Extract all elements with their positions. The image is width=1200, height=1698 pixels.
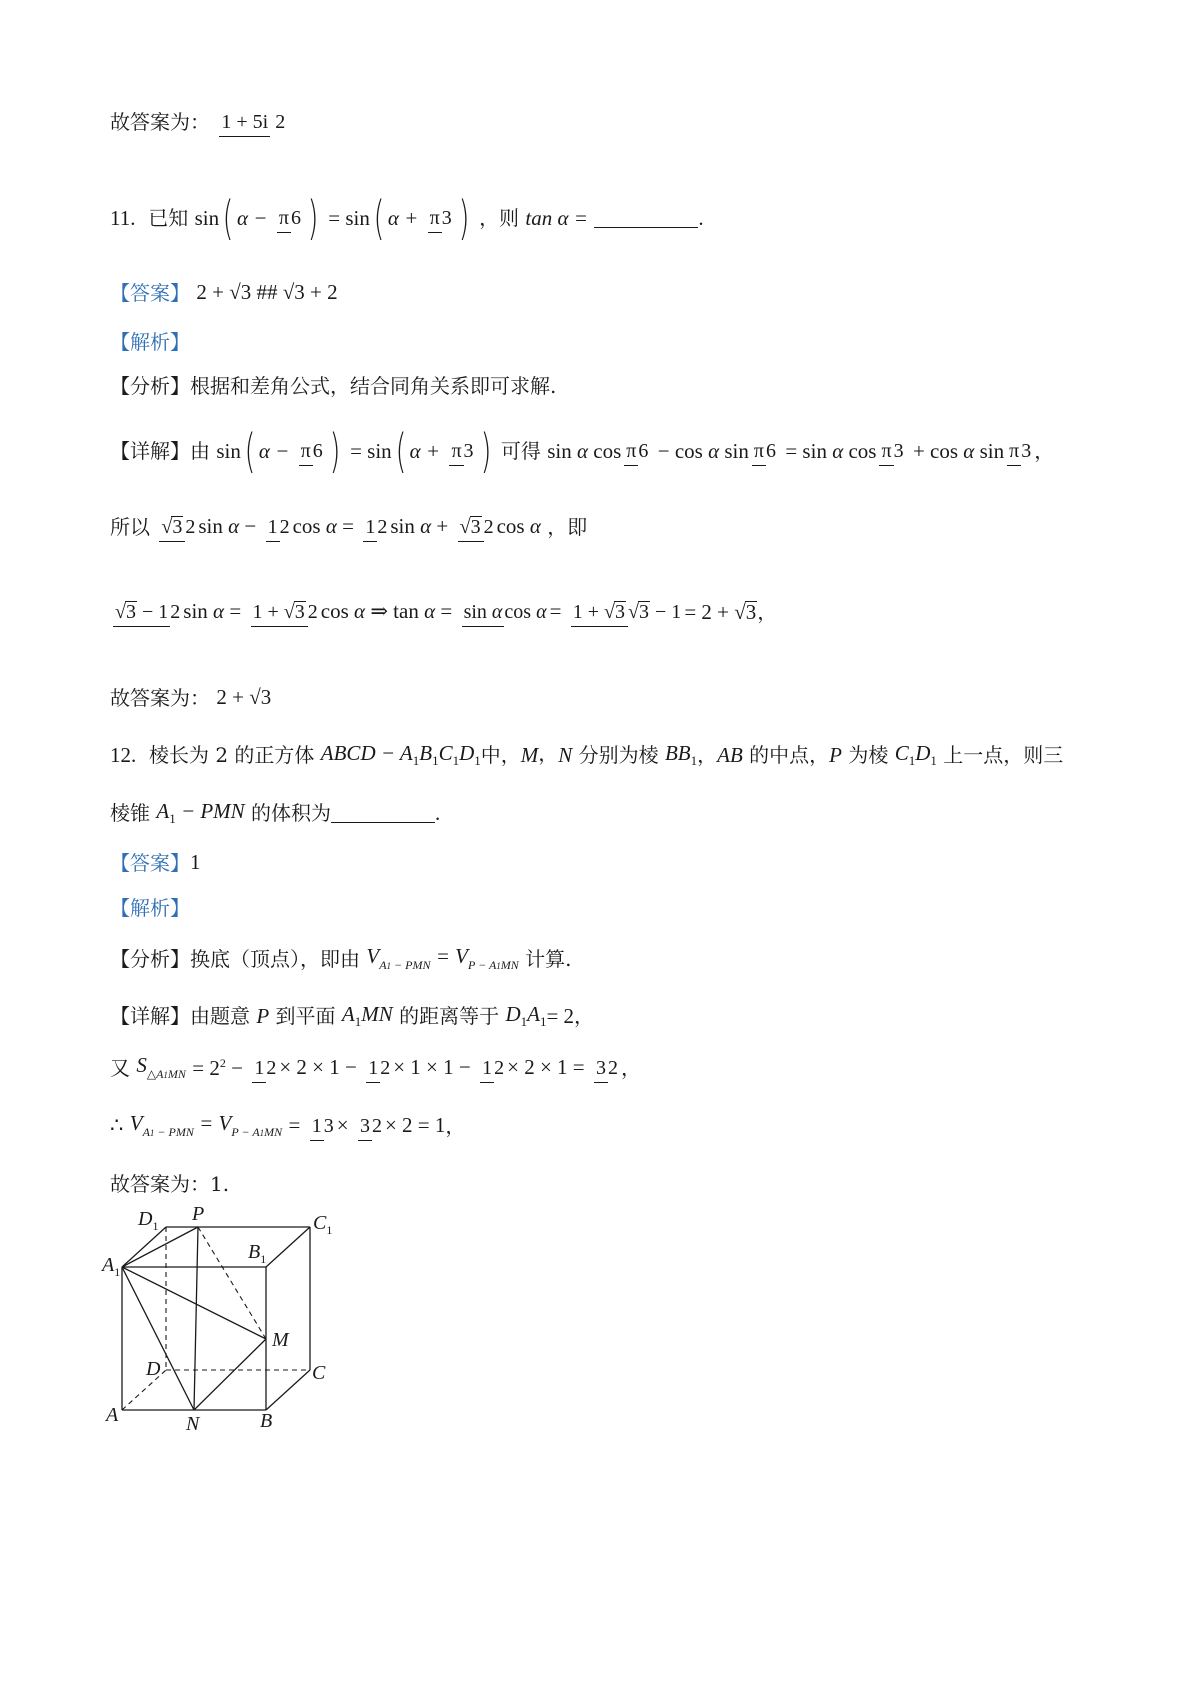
answer-tag: 【答案】	[110, 850, 190, 875]
vertex-label: D	[146, 1358, 161, 1380]
answer-blank	[331, 804, 435, 823]
answer-line	[110, 281, 338, 303]
text: ，	[697, 743, 718, 767]
analysis-line	[110, 896, 190, 918]
text: 为棱	[848, 743, 889, 767]
fraction: π 6	[277, 208, 301, 228]
math: = sin	[328, 205, 370, 230]
therefore-symbol: ∴	[110, 1113, 124, 1137]
math: α −	[237, 205, 268, 230]
fraction: π 3	[428, 208, 452, 228]
math: α +	[387, 205, 419, 230]
question-text: ，则	[479, 206, 520, 230]
analysis-tag: 【解析】	[110, 895, 190, 920]
vertex-label: P	[192, 1205, 205, 1225]
xiangjie-tag: 【详解】	[110, 439, 190, 463]
text: 分别为棱	[578, 743, 659, 767]
text: 到平面	[275, 1004, 336, 1028]
suoyi-line: 所以 √3 2 sin α − 1 2 cos α = 1 2 sin α + √3 2 cos α ，即	[110, 515, 587, 537]
text: 棱锥	[110, 801, 150, 825]
answer-value: 2 + √3 ## √3 + 2	[196, 280, 338, 304]
xiangjie-line: 【详解】由题意 P 到平面 $A_1MN$ 的距离等于 $D_1A_1= 2$，	[110, 1002, 595, 1029]
vertex-label: $C_1$	[313, 1212, 333, 1237]
fraction	[219, 112, 285, 132]
fenxi-line	[110, 374, 556, 396]
denominator: 2	[275, 110, 286, 133]
answer-line-q10	[110, 110, 288, 132]
vertex-label: $B_1$	[248, 1241, 267, 1266]
text: 可得	[500, 439, 541, 463]
answer-line	[110, 851, 201, 873]
xiangjie-tag: 【详解】	[110, 1004, 190, 1028]
text: 由题意	[190, 1004, 250, 1028]
period: .	[698, 205, 704, 230]
cube-figure	[100, 1205, 360, 1445]
question-12: 12. 棱长为 2 的正方体 ABCD − $A_1B_1C_1D_1$中，M，N 分别为棱 $BB_1$，AB 的中点，P 为棱 $C_1D_1$ 上一点，则三	[110, 741, 1064, 768]
final-value: 故答案为：1.	[110, 1171, 230, 1196]
vertex-label: $D_1$	[138, 1208, 159, 1233]
final-label: 故答案为：	[110, 685, 210, 710]
analysis-line	[110, 330, 190, 352]
vertex-label: N	[186, 1413, 200, 1435]
fenxi-tag: 【分析】	[110, 946, 190, 971]
text: ，即	[547, 514, 588, 539]
question-number: 12.	[110, 742, 137, 767]
fenxi-text: 根据和差角公式，结合同角关系即可求解.	[190, 373, 557, 398]
text: 上一点，则三	[943, 743, 1064, 767]
answer-value: 1	[190, 850, 201, 874]
vertex-label: C	[312, 1362, 326, 1384]
text: 由	[190, 439, 210, 463]
answer-blank	[594, 209, 698, 228]
vertex-label: B	[260, 1410, 273, 1432]
vertex-label: A	[106, 1404, 119, 1426]
question-11: 11. 已知 sin( α − π 6 ) = sin( α + π 3 ) ，则 tan α = .	[110, 191, 704, 245]
fenxi-text: 换底（顶点），即由	[190, 946, 360, 971]
math: tan α =	[525, 205, 588, 230]
text: 又	[110, 1055, 130, 1080]
question-text: 已知	[148, 206, 189, 230]
area-line: 又 $S_{\triangle A1MN} = 2^2 - 1$ 2 × 2 × 1 − 1 2 × 1 × 1 − 1 2 × 2 × 1 = 3 2 ，	[110, 1053, 641, 1081]
numerator: 1 + 5i	[219, 111, 270, 137]
final-answer-q11	[110, 686, 271, 708]
text: 的中点，	[749, 743, 830, 767]
analysis-tag: 【解析】	[110, 329, 190, 354]
xiangjie-line: 【详解】由 sin( α − π 6 ) = sin( α + π 3 ) 可得 sin α cos π 6 − cos α sin π 6 = sin α cos π 3 + cos α sin π 3 ，	[110, 424, 1055, 478]
derivation-line: √3 − 1 2 sin α = 1 + √3 2 cos α ⇒ tan α = sin α cos α = 1 + √3 √3 − 1 = 2 + √3，	[110, 600, 777, 623]
vertex-label: $A_1$	[102, 1254, 121, 1279]
answer-label: 故答案为：	[110, 109, 210, 134]
text: 中，	[480, 743, 521, 767]
text: 所以	[110, 514, 150, 539]
text: 的距离等于	[399, 1004, 500, 1028]
text: 计算.	[525, 946, 572, 971]
question-12-cont: 棱锥 $A_1$ − PMN 的体积为 .	[110, 799, 441, 826]
final-value: 2 + √3	[216, 685, 272, 709]
question-number: 11.	[110, 205, 136, 230]
vertex-label: M	[272, 1329, 289, 1351]
text: 棱长为 2 的正方体	[148, 743, 315, 767]
text: 的体积为	[251, 801, 332, 825]
fenxi-tag: 【分析】	[110, 373, 190, 398]
answer-tag: 【答案】	[110, 280, 190, 305]
volume-line: ∴ $V_{A1 - PMN} = V_{P - A1MN} = 1$ 3 × 3 2 × 2 = 1，	[110, 1111, 466, 1139]
period: .	[435, 800, 441, 825]
math: sin	[194, 205, 220, 230]
final-answer-q12	[110, 1172, 229, 1194]
fenxi-line: 【分析】换底（顶点），即由 $V_{A1 - PMN} = V_{P - A1MN}$ 计算.	[110, 944, 572, 972]
